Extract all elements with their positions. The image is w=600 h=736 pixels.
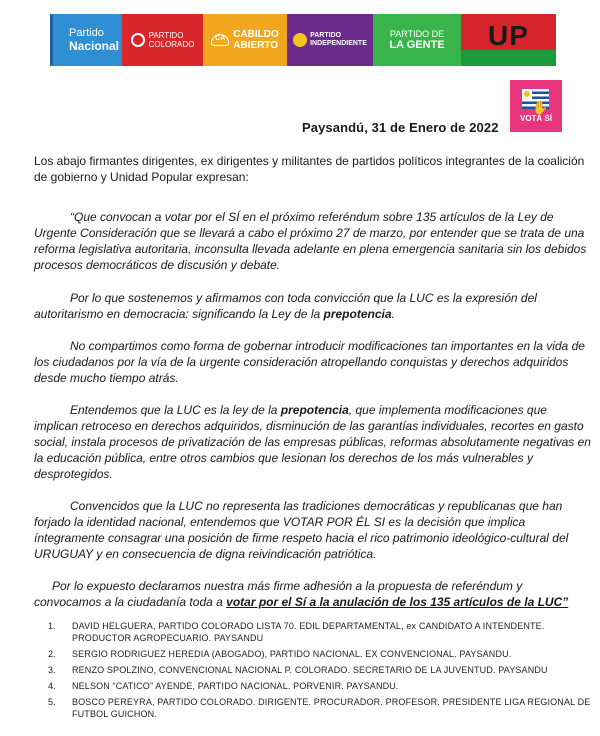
paragraph-line: Urgente Consideración que se llevará a cabo el próximo 27 de marzo, por entender que se trata de una — [34, 226, 585, 240]
party-logo-strip — [50, 14, 556, 66]
colorado-emblem-icon — [131, 33, 145, 47]
logo-partido-de-la-gente: PARTIDO DE LA GENTE — [373, 14, 461, 66]
independiente-emblem-icon — [293, 33, 307, 47]
paragraph-line: íntegramente consagrar una posición de firme respeto hacia el rico patrimonio ideológico-cultural del — [34, 531, 569, 545]
list-item: SERGIO RODRIGUEZ HEREDIA (ABOGADO), PARTIDO NACIONAL. EX CONVENCIONAL. PAYSANDU. — [72, 649, 512, 659]
paragraph-line: convocamos a la ciudadanía toda a votar por el Sí a la anulación de los 135 artículos de la LUC” — [34, 595, 569, 609]
paragraph-line: procesos democráticos de discusión y debate. — [34, 258, 281, 272]
paragraph-line: Convencidos que la LUC no representa las tradiciones democráticas y republicanas que han — [70, 499, 563, 513]
list-item: BOSCO PEREYRA, PARTIDO COLORADO. DIRIGENTE. PROCURADOR. PROFESOR. PRESIDENTE LIGA REGIONAL DE — [72, 697, 591, 707]
paragraph-line: forjado la identidad nacional, entendemos que VOTAR POR ÉL SI es la decisión que implica — [34, 515, 526, 529]
logo-partido-colorado: PARTIDO COLORADO — [122, 14, 203, 66]
paragraph-line: Por lo expuesto declaramos nuestra más firme adhesión a la propuesta de referéndum y — [52, 579, 523, 593]
date-line: Paysandú, 31 de Enero de 2022 — [302, 120, 499, 135]
list-number: 4. — [48, 681, 56, 691]
hand-icon: ✋ — [532, 100, 549, 115]
paragraph-line: reforma legislativa autoritaria, inconsulta llevada adelante en plena emergencia sanitaria sin los debidos — [34, 242, 587, 256]
list-number: 2. — [48, 649, 56, 659]
paragraph-line: implican retroceso en derechos adquiridos, disminución de las garantías individuales, recortes en gasto — [34, 419, 584, 433]
logo-unidad-popular: UP — [461, 14, 556, 66]
paragraph-line: autoritarismo en democracia: significando la Ley de la prepotencia. — [34, 307, 395, 321]
list-number: 5. — [48, 697, 56, 707]
logo-partido-independiente: PARTIDO INDEPENDIENTE — [287, 14, 373, 66]
logo-partido-nacional: Partido Nacional — [50, 14, 122, 66]
paragraph-line: “Que convocan a votar por el SÍ en el próximo referéndum sobre 135 artículos de la Ley de — [70, 210, 554, 224]
list-number: 3. — [48, 665, 56, 675]
list-item: DAVID HELGUERA, PARTIDO COLORADO LISTA 70. EDIL DEPARTAMENTAL, ex CANDIDATO A INTENDENTE. — [72, 621, 545, 631]
paragraph-line: desprotegidos. — [34, 467, 113, 481]
list-item: RENZO SPOLZINO, CONVENCIONAL NACIONAL P. COLORADO. SECRETARIO DE LA JUVENTUD. PAYSANDU — [72, 665, 548, 675]
paragraph-line: Entendemos que la LUC es la ley de la prepotencia, que implementa modificaciones que — [70, 403, 547, 417]
list-item: PRODUCTOR AGROPECUARIO. PAYSANDU — [72, 633, 264, 643]
cabildo-emblem-icon: CA — [211, 34, 229, 46]
paragraph-line: la educación pública, entre otros cambios que lesionan los derechos de los más vulnerables y — [34, 451, 533, 465]
paragraph-line: Por lo que sostenemos y afirmamos con toda convicción que la LUC es la expresión del — [70, 291, 537, 305]
list-number: 1. — [48, 621, 56, 631]
intro-line: de gobierno y Unidad Popular expresan: — [34, 170, 249, 184]
logo-cabildo-abierto: CA CABILDO ABIERTO — [203, 14, 287, 66]
list-item: FUTBOL GUICHON. — [72, 709, 157, 719]
intro-line: Los abajo firmantes dirigentes, ex dirigentes y militantes de partidos políticos integrantes de la coalición — [34, 154, 585, 168]
paragraph-line: los ciudadanos por la vía de la urgente consideración atropellando conquistas y derechos adquiridos — [34, 355, 569, 369]
paragraph-line: social, instala procesos de privatización de las empresas públicas, reformas absolutamente negativas en — [34, 435, 591, 449]
paragraph-line: URUGUAY y en consecuencia de digna reivindicación patriótica. — [34, 547, 377, 561]
list-item: NELSON “CATICO” AYENDE, PARTIDO NACIONAL. PORVENIR. PAYSANDU. — [72, 681, 399, 691]
vota-si-badge: ✋ VOTÁ SÍ — [510, 80, 562, 132]
paragraph-line: desde mucho tiempo atrás. — [34, 371, 179, 385]
paragraph-line: No compartimos como forma de gobernar introducir modificaciones tan importantes en la vida de — [70, 339, 585, 353]
